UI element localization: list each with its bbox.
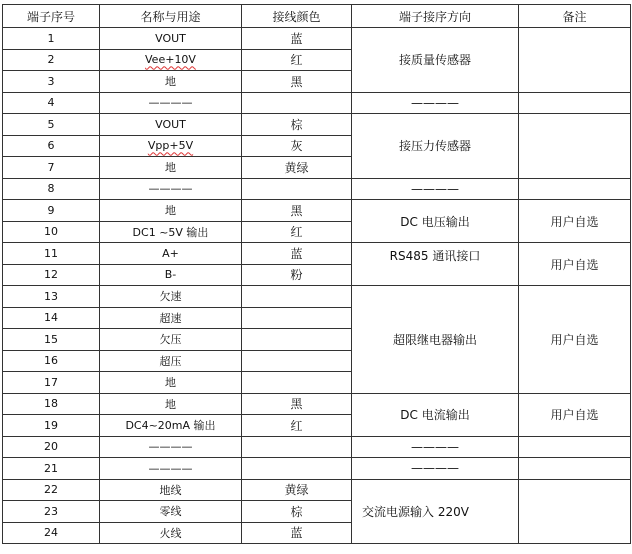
terminal-name (100, 49, 242, 71)
terminal-name: 火线 (100, 522, 242, 544)
wire-color: 红 (242, 49, 352, 71)
header-row (3, 5, 631, 28)
terminal-name: 零线 (100, 501, 242, 523)
terminal-table (2, 4, 631, 544)
direction-mass-sensor: 接质量传感器 (352, 28, 519, 93)
remark-user-optional: 用户自选 (519, 286, 631, 394)
terminal-name-text: Vpp+5V (147, 139, 194, 153)
terminal-no: 11 (3, 243, 100, 265)
terminal-name-text: Vee+10V (145, 53, 196, 67)
terminal-no: 3 (3, 71, 100, 93)
terminal-no: 21 (3, 458, 100, 480)
header-terminal-no: 端子序号 (3, 5, 100, 28)
header-direction: 端子接序方向 (352, 5, 519, 28)
terminal-name: B- (100, 264, 242, 286)
direction-ac-power-input: 交流电源输入 220V (352, 479, 519, 544)
direction-pressure-sensor: 接压力传感器 (352, 114, 519, 179)
remark-cell (519, 436, 631, 458)
wire-color (242, 372, 352, 394)
direction-rs485: RS485 通讯接口 (352, 243, 519, 286)
terminal-name: 超速 (100, 307, 242, 329)
terminal-no: 10 (3, 221, 100, 243)
terminal-no: 18 (3, 393, 100, 415)
remark-cell (519, 458, 631, 480)
remark-cell (519, 479, 631, 544)
terminal-no: 4 (3, 92, 100, 114)
terminal-name: 欠速 (100, 286, 242, 308)
terminal-no: 1 (3, 28, 100, 50)
terminal-name: ———— (100, 178, 242, 200)
direction-dash: ———— (352, 436, 519, 458)
remark-user-optional: 用户自选 (519, 200, 631, 243)
wire-color (242, 350, 352, 372)
terminal-name: 地 (100, 372, 242, 394)
table-row (3, 393, 631, 415)
remark-user-optional: 用户自选 (519, 243, 631, 286)
terminal-no: 8 (3, 178, 100, 200)
terminal-no: 16 (3, 350, 100, 372)
direction-dc-voltage-output: DC 电压输出 (352, 200, 519, 243)
terminal-no: 24 (3, 522, 100, 544)
wire-color: 蓝 (242, 522, 352, 544)
table-row (3, 458, 631, 480)
terminal-name: VOUT (100, 114, 242, 136)
remark-cell (519, 28, 631, 93)
table-row (3, 436, 631, 458)
remark-cell (519, 114, 631, 179)
wire-color: 粉 (242, 264, 352, 286)
terminal-name: ———— (100, 458, 242, 480)
terminal-no: 2 (3, 49, 100, 71)
terminal-name: DC1 ~5V 输出 (100, 221, 242, 243)
wire-color: 红 (242, 415, 352, 437)
terminal-no: 12 (3, 264, 100, 286)
wire-color (242, 436, 352, 458)
terminal-no: 23 (3, 501, 100, 523)
terminal-name: 地 (100, 71, 242, 93)
wire-color: 棕 (242, 114, 352, 136)
table-row (3, 200, 631, 222)
terminal-no: 5 (3, 114, 100, 136)
wire-color: 红 (242, 221, 352, 243)
table-row (3, 92, 631, 114)
direction-dc-current-output: DC 电流输出 (352, 393, 519, 436)
terminal-name: VOUT (100, 28, 242, 50)
terminal-no: 7 (3, 157, 100, 179)
terminal-no: 13 (3, 286, 100, 308)
header-remarks: 备注 (519, 5, 631, 28)
terminal-name: 地 (100, 393, 242, 415)
terminal-no: 6 (3, 135, 100, 157)
wire-color: 黄绿 (242, 157, 352, 179)
terminal-name: 超压 (100, 350, 242, 372)
terminal-no: 19 (3, 415, 100, 437)
wire-color: 蓝 (242, 243, 352, 265)
wire-color (242, 286, 352, 308)
terminal-no: 15 (3, 329, 100, 351)
terminal-name: ———— (100, 436, 242, 458)
terminal-no: 20 (3, 436, 100, 458)
direction-dash: ———— (352, 458, 519, 480)
wire-color: 蓝 (242, 28, 352, 50)
wire-color (242, 178, 352, 200)
direction-dash: ———— (352, 178, 519, 200)
table-row (3, 479, 631, 501)
table-row (3, 243, 631, 265)
wire-color: 黄绿 (242, 479, 352, 501)
terminal-no: 14 (3, 307, 100, 329)
terminal-no: 17 (3, 372, 100, 394)
wire-color: 灰 (242, 135, 352, 157)
table-row (3, 286, 631, 308)
terminal-name: 地线 (100, 479, 242, 501)
table-row (3, 28, 631, 50)
remark-cell (519, 92, 631, 114)
terminal-no: 22 (3, 479, 100, 501)
direction-dash: ———— (352, 92, 519, 114)
terminal-name: A+ (100, 243, 242, 265)
terminal-name: DC4~20mA 输出 (100, 415, 242, 437)
remark-user-optional: 用户自选 (519, 393, 631, 436)
terminal-name: 地 (100, 157, 242, 179)
wire-color (242, 458, 352, 480)
header-wire-color: 接线颜色 (242, 5, 352, 28)
wire-color: 黑 (242, 71, 352, 93)
terminal-no: 9 (3, 200, 100, 222)
terminal-name: 地 (100, 200, 242, 222)
wire-color (242, 307, 352, 329)
header-name-usage: 名称与用途 (100, 5, 242, 28)
wire-color: 黑 (242, 200, 352, 222)
terminal-name: ———— (100, 92, 242, 114)
wire-color: 黑 (242, 393, 352, 415)
wire-color (242, 329, 352, 351)
remark-cell (519, 178, 631, 200)
terminal-name: 欠压 (100, 329, 242, 351)
table-row (3, 178, 631, 200)
wire-color: 棕 (242, 501, 352, 523)
direction-limit-relay-output: 超限继电器输出 (352, 286, 519, 394)
terminal-name (100, 135, 242, 157)
table-row (3, 114, 631, 136)
wire-color (242, 92, 352, 114)
